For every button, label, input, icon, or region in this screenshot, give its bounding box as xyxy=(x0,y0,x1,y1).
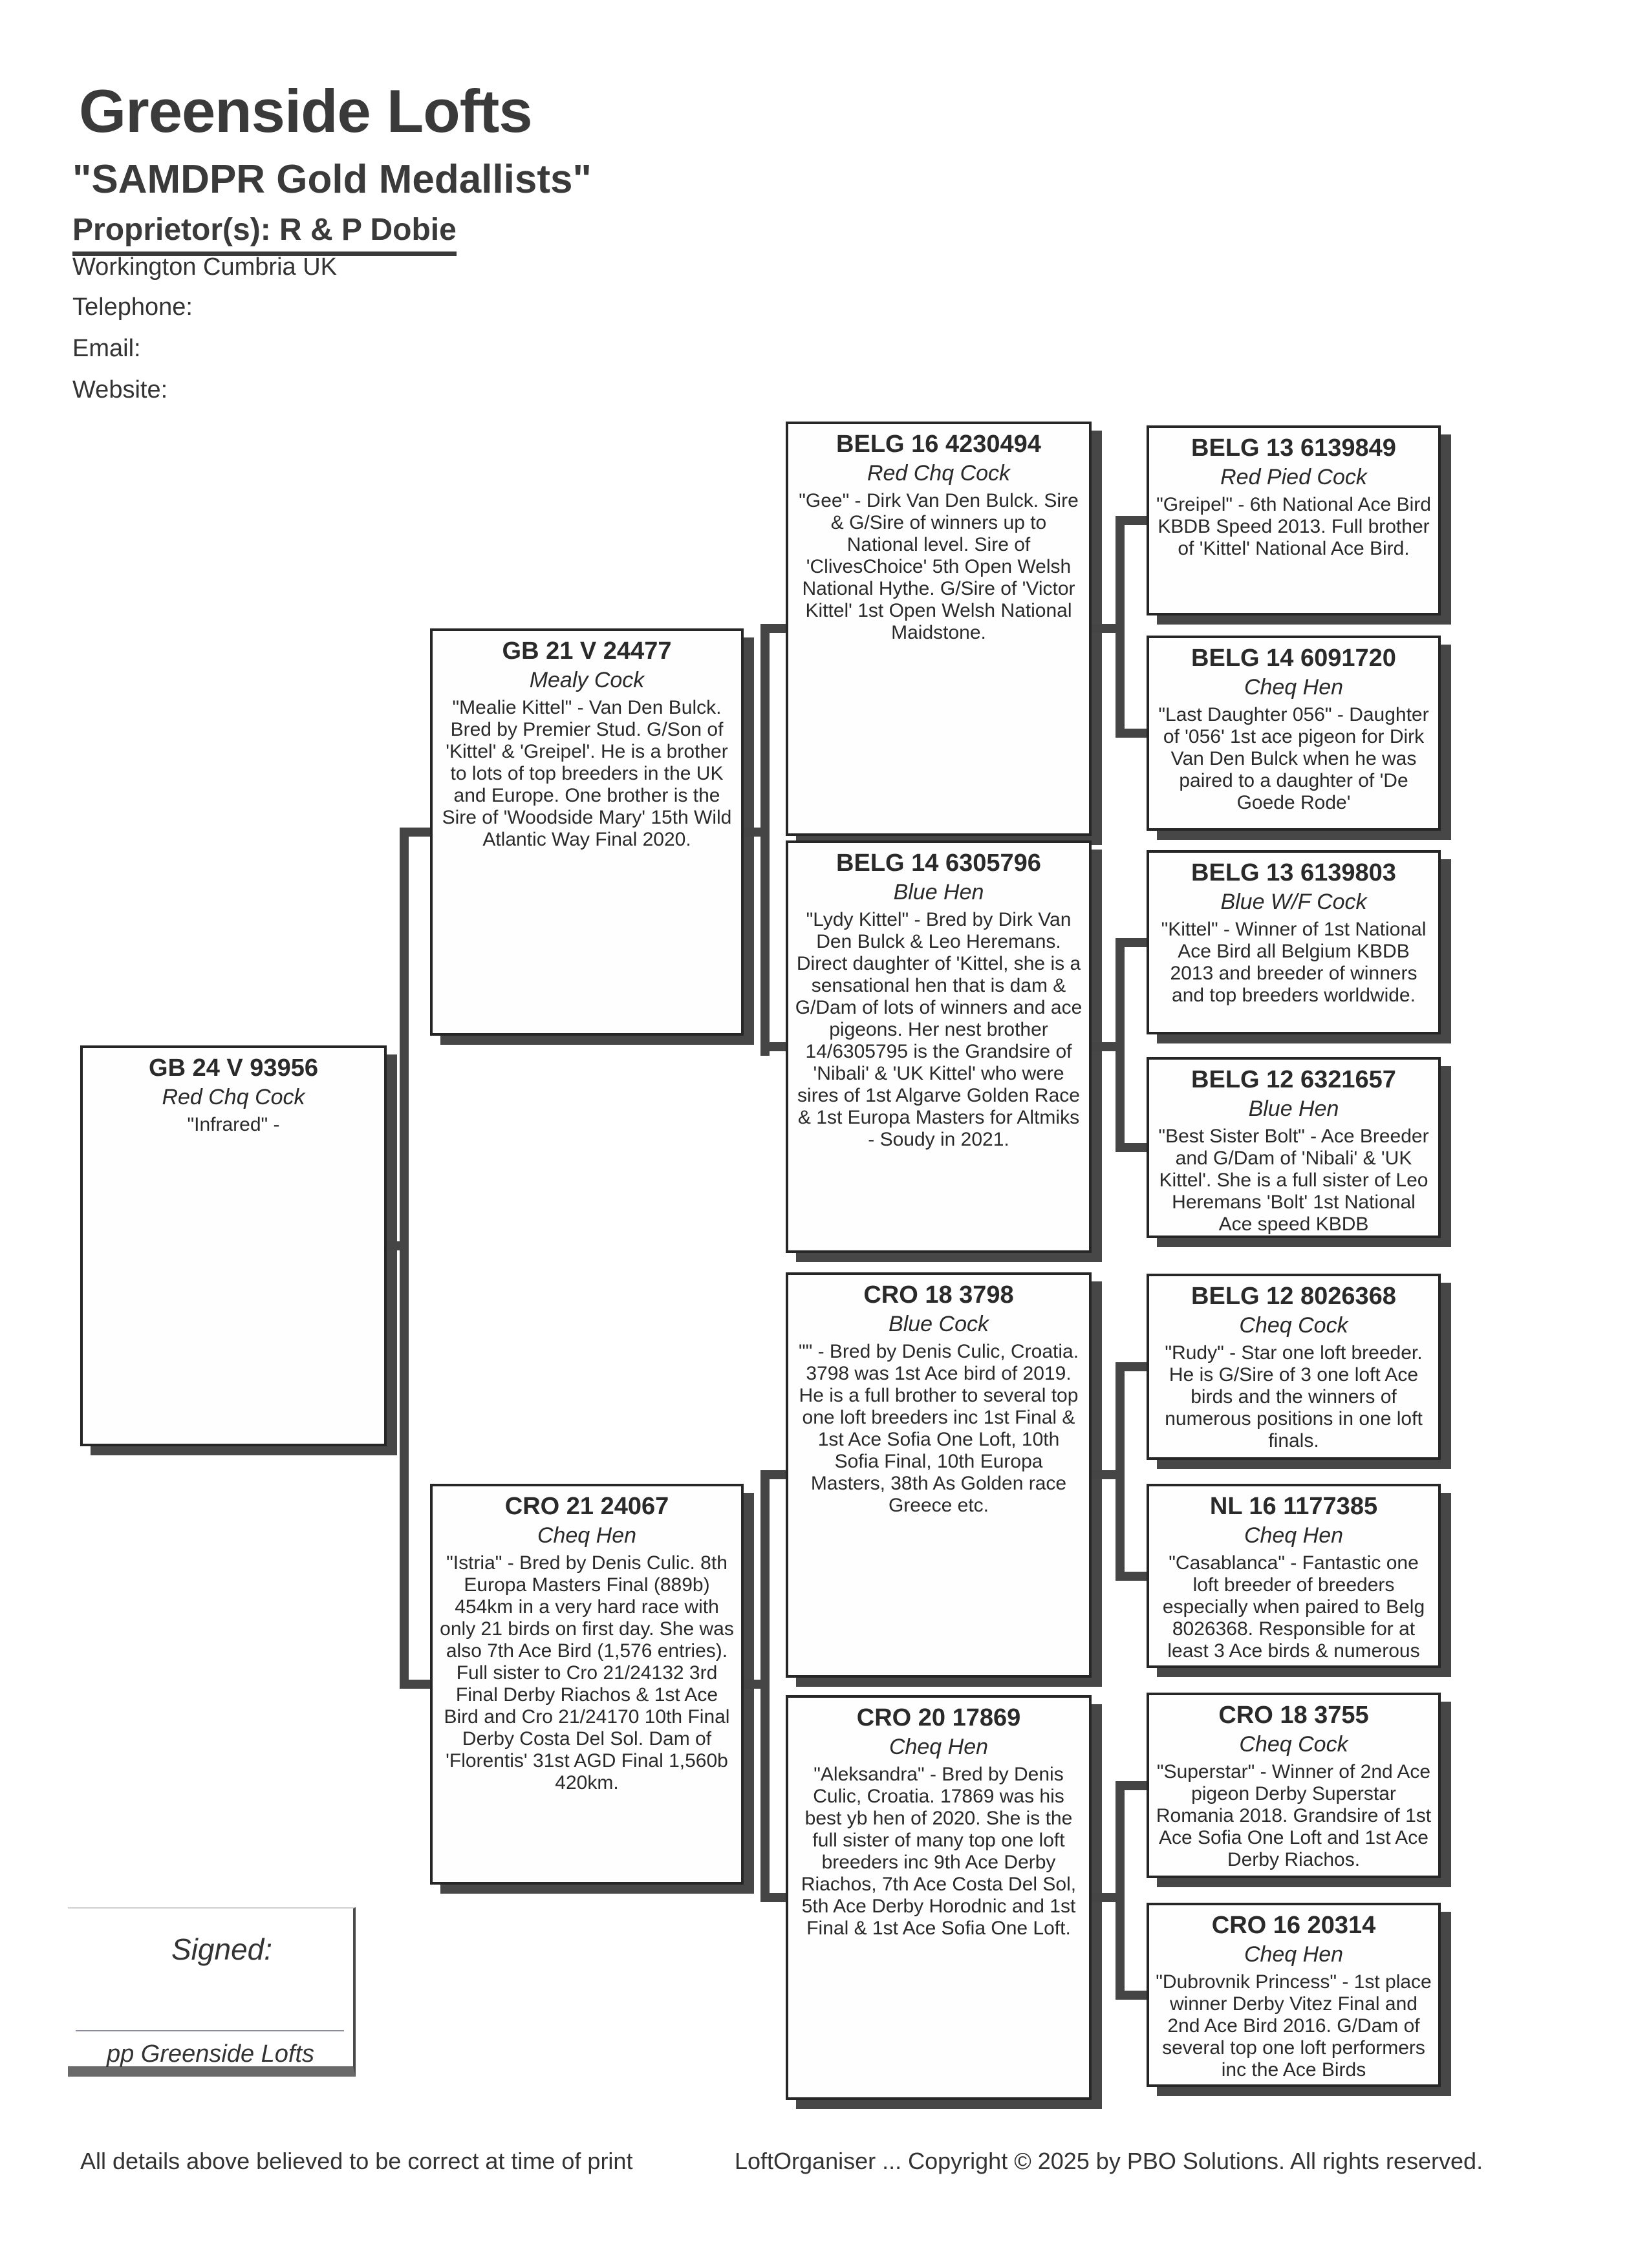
bird-description: "Kittel" - Winner of 1st National Ace Bird all Belgium KBDB 2013 and breeder of winners and top breeders worldwide. xyxy=(1161,919,1427,1006)
ring-number: CRO 21 24067 xyxy=(504,1493,669,1520)
pedigree-box-ds-sire xyxy=(1147,1274,1441,1460)
bird-description: "Aleksandra" - Bred by Denis Culic, Croatia. 17869 was his best yb hen of 2020. She is the full sister of many top one loft breeders inc 9th Ace Derby Riachos, 7th Ace Costa Del Sol, 5th Ace Derby Horodnic and 1st Final & 1st Ace Sofia One Loft. xyxy=(801,1764,1077,1939)
ring-number: BELG 14 6091720 xyxy=(1191,645,1396,672)
sex-colour: Mealy Cock xyxy=(529,668,645,692)
connector-line xyxy=(1116,1781,1125,2000)
sex-colour: Cheq Hen xyxy=(1244,1942,1344,1967)
sex-colour: Blue W/F Cock xyxy=(1220,890,1367,914)
ring-number: CRO 16 20314 xyxy=(1211,1912,1376,1939)
sex-colour: Blue Hen xyxy=(893,880,984,904)
sex-colour: Cheq Cock xyxy=(1239,1732,1348,1757)
bird-description: "Mealie Kittel" - Van Den Bulck. Bred by Premier Stud. G/Son of 'Kittel' & 'Greipel'. He is a brother to lots of top breeders in the UK and Europe. One brother is the Sire of 'Woodside Mary' 15th Wild Atlantic Way Final 2020. xyxy=(442,697,732,850)
ring-number: CRO 18 3798 xyxy=(863,1281,1014,1309)
bird-description: "Lydy Kittel" - Bred by Dirk Van Den Bulck & Leo Heremans. Direct daughter of 'Kittel, she is a sensational hen that is dam & G/Dam of lots of winners and ace pigeons. Her nest brother 14/6305795 is the Grandsire of 'Nibali' & 'UK Kittel' who were sires of 1st Algarve Golden Race & 1st Europa Masters for Altmiks - Soudy in 2021. xyxy=(795,909,1083,1150)
connector-line xyxy=(770,1893,786,1902)
connector-line xyxy=(1125,938,1147,947)
bird-description: "Superstar" - Winner of 2nd Ace pigeon Derby Superstar Romania 2018. Grandsire of 1st Ace Sofia One Loft and 1st Ace Derby Riachos. xyxy=(1156,1761,1432,1870)
website-label: Website: xyxy=(72,376,168,403)
pedigree-box-sd-dam xyxy=(1147,1057,1441,1238)
sex-colour: Cheq Hen xyxy=(889,1735,989,1759)
signed-label: Signed: xyxy=(171,1932,273,1966)
footer-disclaimer: All details above believed to be correct at time of print xyxy=(80,2148,633,2174)
connector-line xyxy=(1125,1991,1147,2000)
connector-line xyxy=(1116,1362,1125,1581)
connector-line xyxy=(1116,516,1125,738)
connector-line xyxy=(770,1042,786,1051)
ring-number: CRO 20 17869 xyxy=(856,1704,1021,1731)
connector-line xyxy=(770,624,786,633)
footer-copyright: LoftOrganiser ... Copyright © 2025 by PBO Solutions. All rights reserved. xyxy=(735,2148,1483,2174)
ring-number: BELG 13 6139803 xyxy=(1191,859,1396,886)
connector-line xyxy=(1125,729,1147,738)
ring-number: GB 24 V 93956 xyxy=(149,1054,318,1082)
pedigree-box-dams-dam xyxy=(786,1695,1092,2100)
loft-tagline: "SAMDPR Gold Medallists" xyxy=(72,157,592,202)
connector-line xyxy=(400,828,409,1689)
pedigree-box-dd-sire xyxy=(1147,1693,1441,1878)
ring-number: BELG 13 6139849 xyxy=(1191,434,1396,462)
connector-line xyxy=(1125,1362,1147,1371)
pedigree-box-sire xyxy=(430,628,744,1036)
bird-description: "Dubrovnik Princess" - 1st place winner Derby Vitez Final and 2nd Ace Bird 2016. G/Dam of several top one loft performers inc the Ace Birds xyxy=(1156,1971,1432,2081)
ring-number: BELG 12 6321657 xyxy=(1191,1066,1396,1093)
sex-colour: Red Chq Cock xyxy=(162,1085,305,1109)
sex-colour: Cheq Hen xyxy=(1244,1523,1344,1548)
sex-colour: Red Chq Cock xyxy=(867,461,1011,486)
bird-description: "Greipel" - 6th National Ace Bird KBDB Speed 2013. Full brother of 'Kittel' National Ace Bird. xyxy=(1156,494,1431,559)
connector-line xyxy=(760,624,770,1056)
bird-description: "" - Bred by Denis Culic, Croatia. 3798 was 1st Ace bird of 2019. He is a full brother to several top one loft breeders inc 1st Final & 1st Ace Sofia One Loft, 10th Sofia Final, 10th Europa Masters, 38th As Golden race Greece etc. xyxy=(798,1341,1079,1516)
connector-line xyxy=(1125,1143,1147,1152)
connector-line xyxy=(1125,516,1147,525)
sex-colour: Red Pied Cock xyxy=(1220,465,1367,489)
ring-number: BELG 12 8026368 xyxy=(1191,1283,1396,1310)
proprietor-line: Proprietor(s): R & P Dobie xyxy=(72,212,457,256)
signature-block xyxy=(68,1907,356,2077)
pedigree-box-ss-dam xyxy=(1147,636,1441,831)
bird-description: "Best Sister Bolt" - Ace Breeder and G/Dam of 'Nibali' & 'UK Kittel'. She is a full sister of Leo Heremans 'Bolt' 1st National Ace speed KBDB xyxy=(1158,1126,1429,1235)
bird-description: "Last Daughter 056" - Daughter of '056' 1st ace pigeon for Dirk Van Den Bulck when he was paired to a daughter of 'De Goede Rode' xyxy=(1158,704,1429,813)
pedigree-box-sires-sire xyxy=(786,422,1092,836)
pedigree-box-sires-dam xyxy=(786,840,1092,1253)
connector-line xyxy=(760,1470,770,1902)
bird-description: "Gee" - Dirk Van Den Bulck. Sire & G/Sire of winners up to National level. Sire of 'ClivesChoice' 5th Open Welsh National Hythe. G/Sire of 'Victor Kittel' 1st Open Welsh National Maidstone. xyxy=(799,490,1079,643)
ring-number: NL 16 1177385 xyxy=(1209,1493,1378,1520)
pedigree-box-sd-sire xyxy=(1147,850,1441,1034)
sex-colour: Blue Hen xyxy=(1248,1097,1339,1121)
pedigree-box-subject xyxy=(80,1045,387,1446)
connector-line xyxy=(409,828,430,837)
connector-line xyxy=(409,1680,430,1689)
signature-line xyxy=(76,2030,344,2031)
sex-colour: Cheq Hen xyxy=(537,1523,637,1548)
connector-line xyxy=(1125,1781,1147,1790)
ring-number: CRO 18 3755 xyxy=(1218,1702,1369,1729)
sex-colour: Blue Cock xyxy=(889,1312,989,1336)
bird-description: "Istria" - Bred by Denis Culic. 8th Europa Masters Final (889b) 454km in a very hard race with only 21 birds on first day. She was also 7th Ace Bird (1,576 entries). Full sister to Cro 21/24132 3rd Final Derby Riachos & 1st Ace Bird and Cro 21/24170 10th Final Derby Costa Del Sol. Dam of 'Florentis' 31st AGD Final 1,560b 420km. xyxy=(440,1552,734,1793)
connector-line xyxy=(1116,938,1125,1152)
pedigree-box-ss-sire xyxy=(1147,425,1441,615)
email-label: Email: xyxy=(72,335,141,362)
location-line: Workington Cumbria UK xyxy=(72,253,338,281)
connector-line xyxy=(770,1470,786,1479)
sex-colour: Cheq Hen xyxy=(1244,675,1344,700)
bird-description: "Casablanca" - Fantastic one loft breeder of breeders especially when paired to Belg 8026368. Responsible for at least 3 Ace birds & numerous xyxy=(1162,1552,1425,1662)
telephone-label: Telephone: xyxy=(72,294,193,321)
pedigree-box-dam xyxy=(430,1484,744,1885)
bird-description: "Rudy" - Star one loft breeder. He is G/Sire of 3 one loft Ace birds and the winners of numerous positions in one loft finals. xyxy=(1165,1342,1423,1451)
loft-name: Greenside Lofts xyxy=(79,77,532,145)
pedigree-box-dams-sire xyxy=(786,1272,1092,1678)
pedigree-box-ds-dam xyxy=(1147,1484,1441,1668)
connector-line xyxy=(1125,1572,1147,1581)
signature-pp-line: pp Greenside Lofts xyxy=(106,2040,315,2068)
ring-number: GB 21 V 24477 xyxy=(502,637,672,665)
bird-description: "Infrared" - xyxy=(187,1114,280,1135)
ring-number: BELG 16 4230494 xyxy=(836,431,1041,458)
sex-colour: Cheq Cock xyxy=(1239,1313,1348,1338)
ring-number: BELG 14 6305796 xyxy=(836,850,1041,877)
pedigree-box-dd-dam xyxy=(1147,1903,1441,2087)
